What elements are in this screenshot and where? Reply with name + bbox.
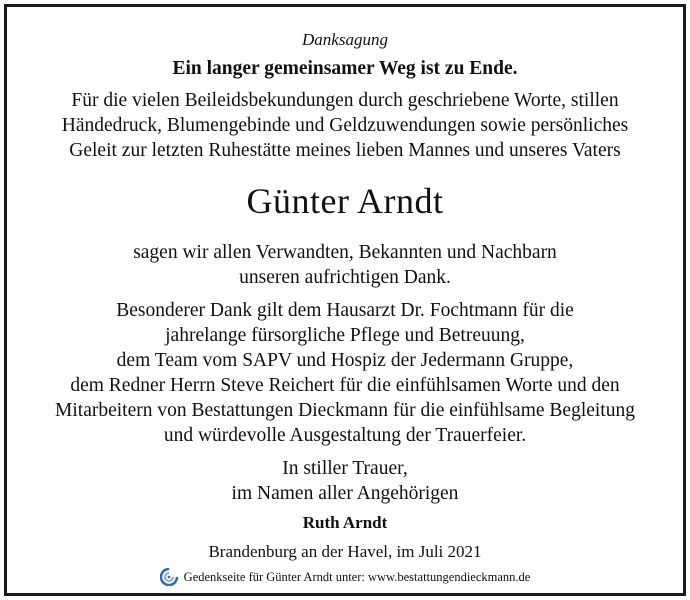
special-thanks-line: jahrelange fürsorgliche Pflege und Betreuung, xyxy=(165,325,525,346)
special-thanks-line: dem Team vom SAPV und Hospiz der Jedermann Gruppe, xyxy=(116,350,574,371)
signer-name: Ruth Arndt xyxy=(302,513,388,532)
closing-line: im Namen aller Angehörigen xyxy=(231,483,459,504)
intro-line: Händedruck, Blumengebinde und Geldzuwendungen sowie persönliches xyxy=(61,115,629,136)
place-date: Brandenburg an der Havel, im Juli 2021 xyxy=(208,542,482,561)
memorial-page-link[interactable]: Gedenkseite für Günter Arndt unter: www.bestattungendieckmann.de xyxy=(183,569,531,584)
special-thanks-line: dem Redner Herrn Steve Reichert für die einfühlsamen Worte und den xyxy=(70,375,620,396)
special-thanks-line: und würdevolle Ausgestaltung der Trauerfeier. xyxy=(163,425,527,446)
special-thanks-line: Mitarbeitern von Bestattungen Dieckmann für die einfühlsame Begleitung xyxy=(55,400,635,421)
special-thanks-line: Besonderer Dank gilt dem Hausarzt Dr. Fochtmann für die xyxy=(116,300,574,321)
thanks-line: unseren aufrichtigen Dank. xyxy=(239,267,451,288)
heading: Danksagung xyxy=(302,30,388,49)
intro-line: Geleit zur letzten Ruhestätte meines lieben Mannes und unseres Vaters xyxy=(69,140,621,161)
footer xyxy=(0,566,690,588)
intro-line: Für die vielen Beileidsbekundungen durch geschriebene Worte, stillen xyxy=(71,90,619,111)
deceased-name: Günter Arndt xyxy=(246,181,444,221)
thanks-line: sagen wir allen Verwandten, Bekannten und Nachbarn xyxy=(133,242,557,263)
memorial-logo-icon xyxy=(160,568,178,586)
subheading: Ein langer gemeinsamer Weg ist zu Ende. xyxy=(172,58,518,79)
closing-line: In stiller Trauer, xyxy=(282,458,408,479)
